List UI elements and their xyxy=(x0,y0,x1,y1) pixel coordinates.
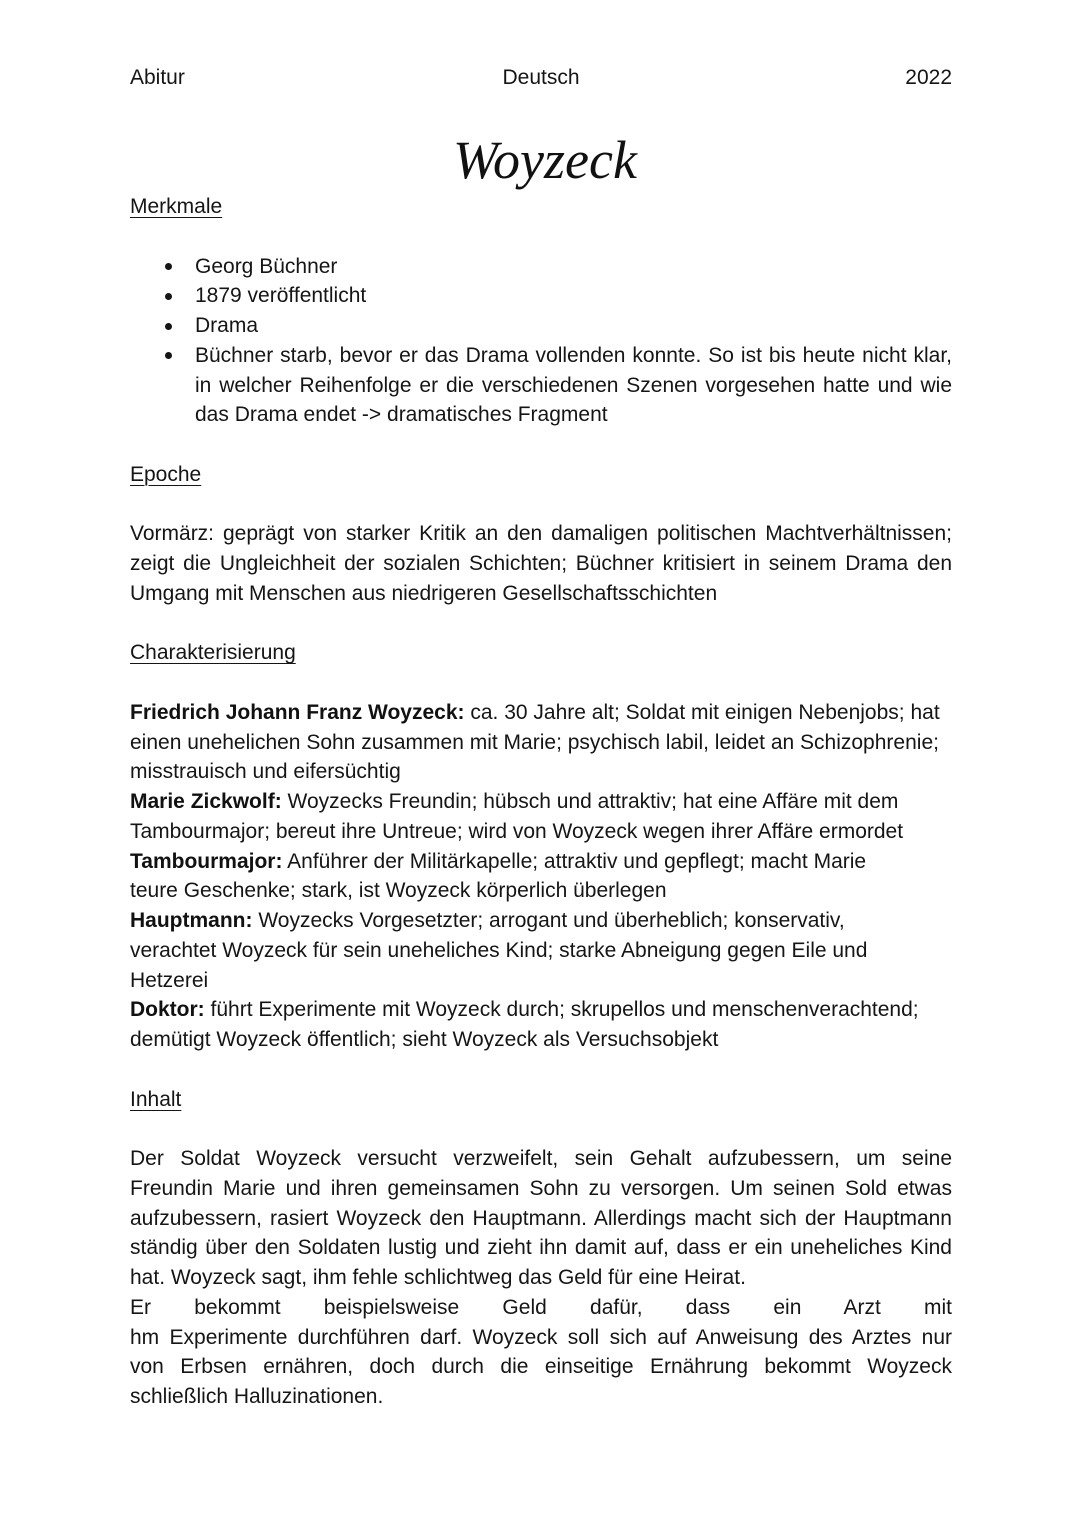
page-header xyxy=(130,63,952,93)
bullet-icon xyxy=(165,263,172,270)
paragraph-line: von Erbsen ernähren, doch durch die einseitige Ernährung bekommt Woyzeck xyxy=(130,1355,952,1379)
document-body xyxy=(130,192,952,1442)
paragraph-line: Vormärz: geprägt von starker Kritik an den damaligen politischen Machtverhältnissen; xyxy=(130,522,952,546)
character-description-line xyxy=(130,995,952,1025)
paragraph-line: Umgang mit Menschen aus niedrigeren Gesellschaftsschichten xyxy=(130,581,718,605)
bullet-item xyxy=(195,341,952,430)
character-name: Tambourmajor: xyxy=(130,849,283,873)
character-description: Woyzecks Freundin; hübsch und attraktiv; hat eine Affäre mit dem xyxy=(287,790,899,813)
bullet-icon xyxy=(165,352,172,359)
bullet-text: Georg Büchner xyxy=(195,254,338,278)
header-subject: Deutsch xyxy=(502,66,580,89)
document-title: Woyzeck xyxy=(453,130,637,190)
bullet-icon xyxy=(165,323,172,330)
bullet-item xyxy=(195,281,952,311)
character-description-line: Hetzerei xyxy=(130,968,209,992)
character-description-line: teure Geschenke; stark, ist Woyzeck körperlich überlegen xyxy=(130,879,667,903)
bullet-text: das Drama endet -> dramatisches Fragment xyxy=(195,403,608,427)
bullet-text: 1879 veröffentlicht xyxy=(195,284,367,308)
character-description: Anführer der Militärkapelle; attraktiv und gepflegt; macht Marie xyxy=(287,849,867,873)
paragraph-line: schließlich Halluzinationen. xyxy=(130,1385,384,1408)
section-heading: Merkmale xyxy=(130,195,223,218)
character-entry xyxy=(130,847,952,907)
character-description-line xyxy=(130,847,952,877)
paragraph-line: hm Experimente durchführen darf. Woyzeck soll sich auf Anweisung des Arztes nur xyxy=(130,1325,952,1349)
paragraph-line: hat. Woyzeck sagt, ihm fehle schlichtweg das Geld für eine Heirat. xyxy=(130,1266,746,1289)
bullet-item xyxy=(195,252,952,282)
paragraph-line: zeigt die Ungleichheit der sozialen Schichten; Büchner kritisiert in seinem Drama den xyxy=(130,552,952,575)
bullet-text: in welcher Reihenfolge er die verschiedenen Szenen vorgesehen hatte und wie xyxy=(195,373,952,397)
section-epoche xyxy=(130,460,952,609)
character-description-line xyxy=(130,906,952,936)
paragraph-line: Er bekommt beispielsweise Geld dafür, dass ein Arzt mit xyxy=(130,1295,952,1319)
bullet-text: Büchner starb, bevor er das Drama vollenden konnte. So ist bis heute nicht klar, xyxy=(195,343,952,367)
character-description-line: misstrauisch und eifersüchtig xyxy=(130,760,401,784)
header-exam: Abitur xyxy=(130,66,185,89)
section-inhalt xyxy=(130,1085,952,1412)
bullet-icon xyxy=(165,293,172,300)
paragraph-line: Freundin Marie und ihren gemeinsamen Sohn zu versorgen. Um seinen Sold etwas xyxy=(130,1176,952,1200)
character-entry xyxy=(130,906,952,995)
character-entry xyxy=(130,787,952,847)
character-description-line: verachtet Woyzeck für sein uneheliches Kind; starke Abneigung gegen Eile und xyxy=(130,938,868,962)
character-name: Friedrich Johann Franz Woyzeck: xyxy=(130,700,465,724)
character-description: Woyzecks Vorgesetzter; arrogant und überheblich; konservativ, xyxy=(258,909,845,932)
paragraph-line: aufzubessern, rasiert Woyzeck den Hauptmann. Allerdings macht sich der Hauptmann xyxy=(130,1206,952,1230)
character-entry xyxy=(130,995,952,1055)
bullet-list xyxy=(130,252,952,431)
character-description: führt Experimente mit Woyzeck durch; skrupellos und menschenverachtend; xyxy=(210,998,919,1022)
paragraph-line: ständig über den Soldaten lustig und zieht ihn damit auf, dass er ein uneheliches Kind xyxy=(130,1236,952,1260)
character-description-line xyxy=(130,698,952,728)
character-description: ca. 30 Jahre alt; Soldat mit einigen Nebenjobs; hat xyxy=(470,700,940,724)
character-name: Hauptmann: xyxy=(130,909,253,932)
character-entry xyxy=(130,698,952,787)
section-heading: Epoche xyxy=(130,462,202,486)
section-heading: Inhalt xyxy=(130,1087,182,1111)
section-heading: Charakterisierung xyxy=(130,641,296,665)
character-name: Doktor: xyxy=(130,998,205,1022)
section-merkmale xyxy=(130,192,952,430)
character-name: Marie Zickwolf: xyxy=(130,790,282,813)
bullet-item xyxy=(195,311,952,341)
character-description-line: einen unehelichen Sohn zusammen mit Marie; psychisch labil, leidet an Schizophrenie; xyxy=(130,730,939,754)
character-description-line: Tambourmajor; bereut ihre Untreue; wird von Woyzeck wegen ihrer Affäre ermordet xyxy=(130,819,904,843)
character-description-line xyxy=(130,787,952,817)
character-description-line: demütigt Woyzeck öffentlich; sieht Woyzeck als Versuchsobjekt xyxy=(130,1028,719,1051)
paragraph-line: Der Soldat Woyzeck versucht verzweifelt, sein Gehalt aufzubessern, um seine xyxy=(130,1147,952,1170)
section-charakterisierung xyxy=(130,638,952,1055)
header-year: 2022 xyxy=(905,66,952,89)
bullet-text: Drama xyxy=(195,314,259,337)
